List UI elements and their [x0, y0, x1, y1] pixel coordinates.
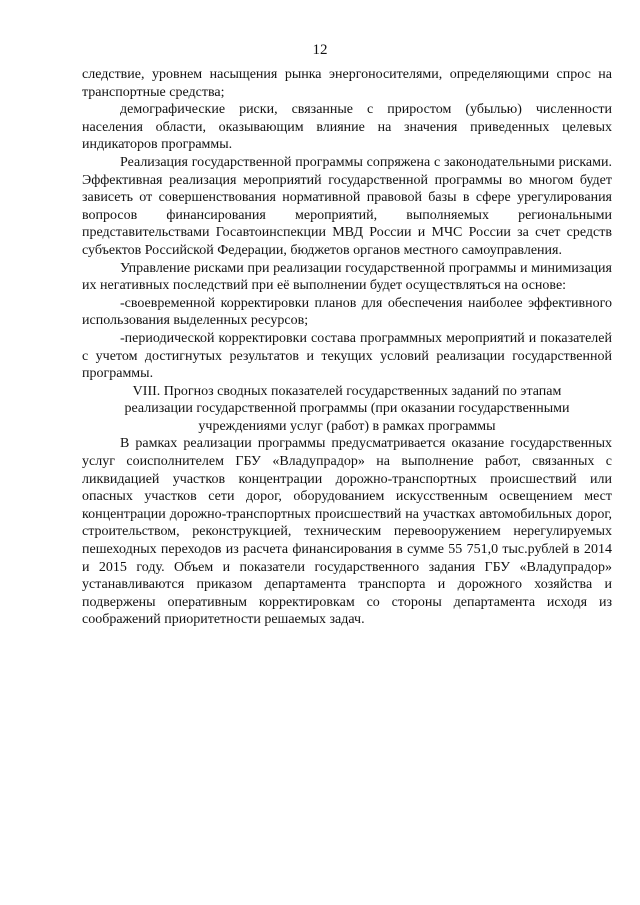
page-number: 12: [312, 42, 328, 58]
section-heading-viii: [82, 383, 612, 436]
paragraph-legislative-risks: Реализация государственной программы сопряжена с законодательными рисками. Эффективная реализация мероприятий государственной программы во многом будет зависеть от совершенствования нормативной правовой базы в сфере урегулирования вопросов финансирования мероприятий, выполняемых региональными представительствами Госавтоинспекции МВД России и МЧС России за счет средств субъектов Российской Федерации, бюджетов органов местного самоуправления.: [82, 154, 612, 258]
paragraph-periodic-adjustment: -периодической корректировки состава программных мероприятий и показателей с учетом достигнутых результатов и текущих условий реализации государственной программы.: [82, 330, 612, 382]
document-body: [82, 66, 612, 629]
section-heading-line-1: VIII. Прогноз сводных показателей государственных заданий по этапам: [132, 383, 562, 399]
paragraph-plan-adjustment: -своевременной корректировки планов для обеспечения наиболее эффективного использования выделенных ресурсов;: [82, 295, 612, 329]
paragraph-risk-management: Управление рисками при реализации государственной программы и минимизация их негативных последствий при её выполнении будет осуществляться на основе:: [82, 260, 612, 294]
paragraph-risk-fuel-market: следствие, уровнем насыщения рынка энергоносителями, определяющими спрос на транспортные средства;: [82, 67, 612, 100]
section-heading-line-3: учреждениями услуг (работ) в рамках программы: [198, 418, 496, 434]
paragraph-state-assignment: В рамках реализации программы предусматривается оказание государственных услуг соисполнителем ГБУ «Владупрадор» на выполнение работ, связанных с ликвидацией участков концентрации дорожно-транспортных происшествий или опасных участков сети дорог, оборудованием искусственным освещением мест концентрации дорожно-транспортных происшествий на участках автомобильных дорог, строительством, реконструкцией, техническим перевооружением нерегулируемых пешеходных переходов из расчета финансирования в сумме 55 751,0 тыс.рублей в 2014 и 2015 году. Объем и показатели государственного задания ГБУ «Владупрадор» устанавливаются приказом департамента транспорта и дорожного хозяйства и подвержены оперативным корректировкам со стороны департамента исходя из соображений приоритетности решаемых задач.: [82, 436, 612, 628]
section-heading-line-2: реализации государственной программы (при оказании государственными: [124, 401, 570, 417]
paragraph-demographic-risks: демографические риски, связанные с приростом (убылью) численности населения области, оказывающим влияние на значения приведенных целевых индикаторов программы.: [82, 102, 612, 153]
